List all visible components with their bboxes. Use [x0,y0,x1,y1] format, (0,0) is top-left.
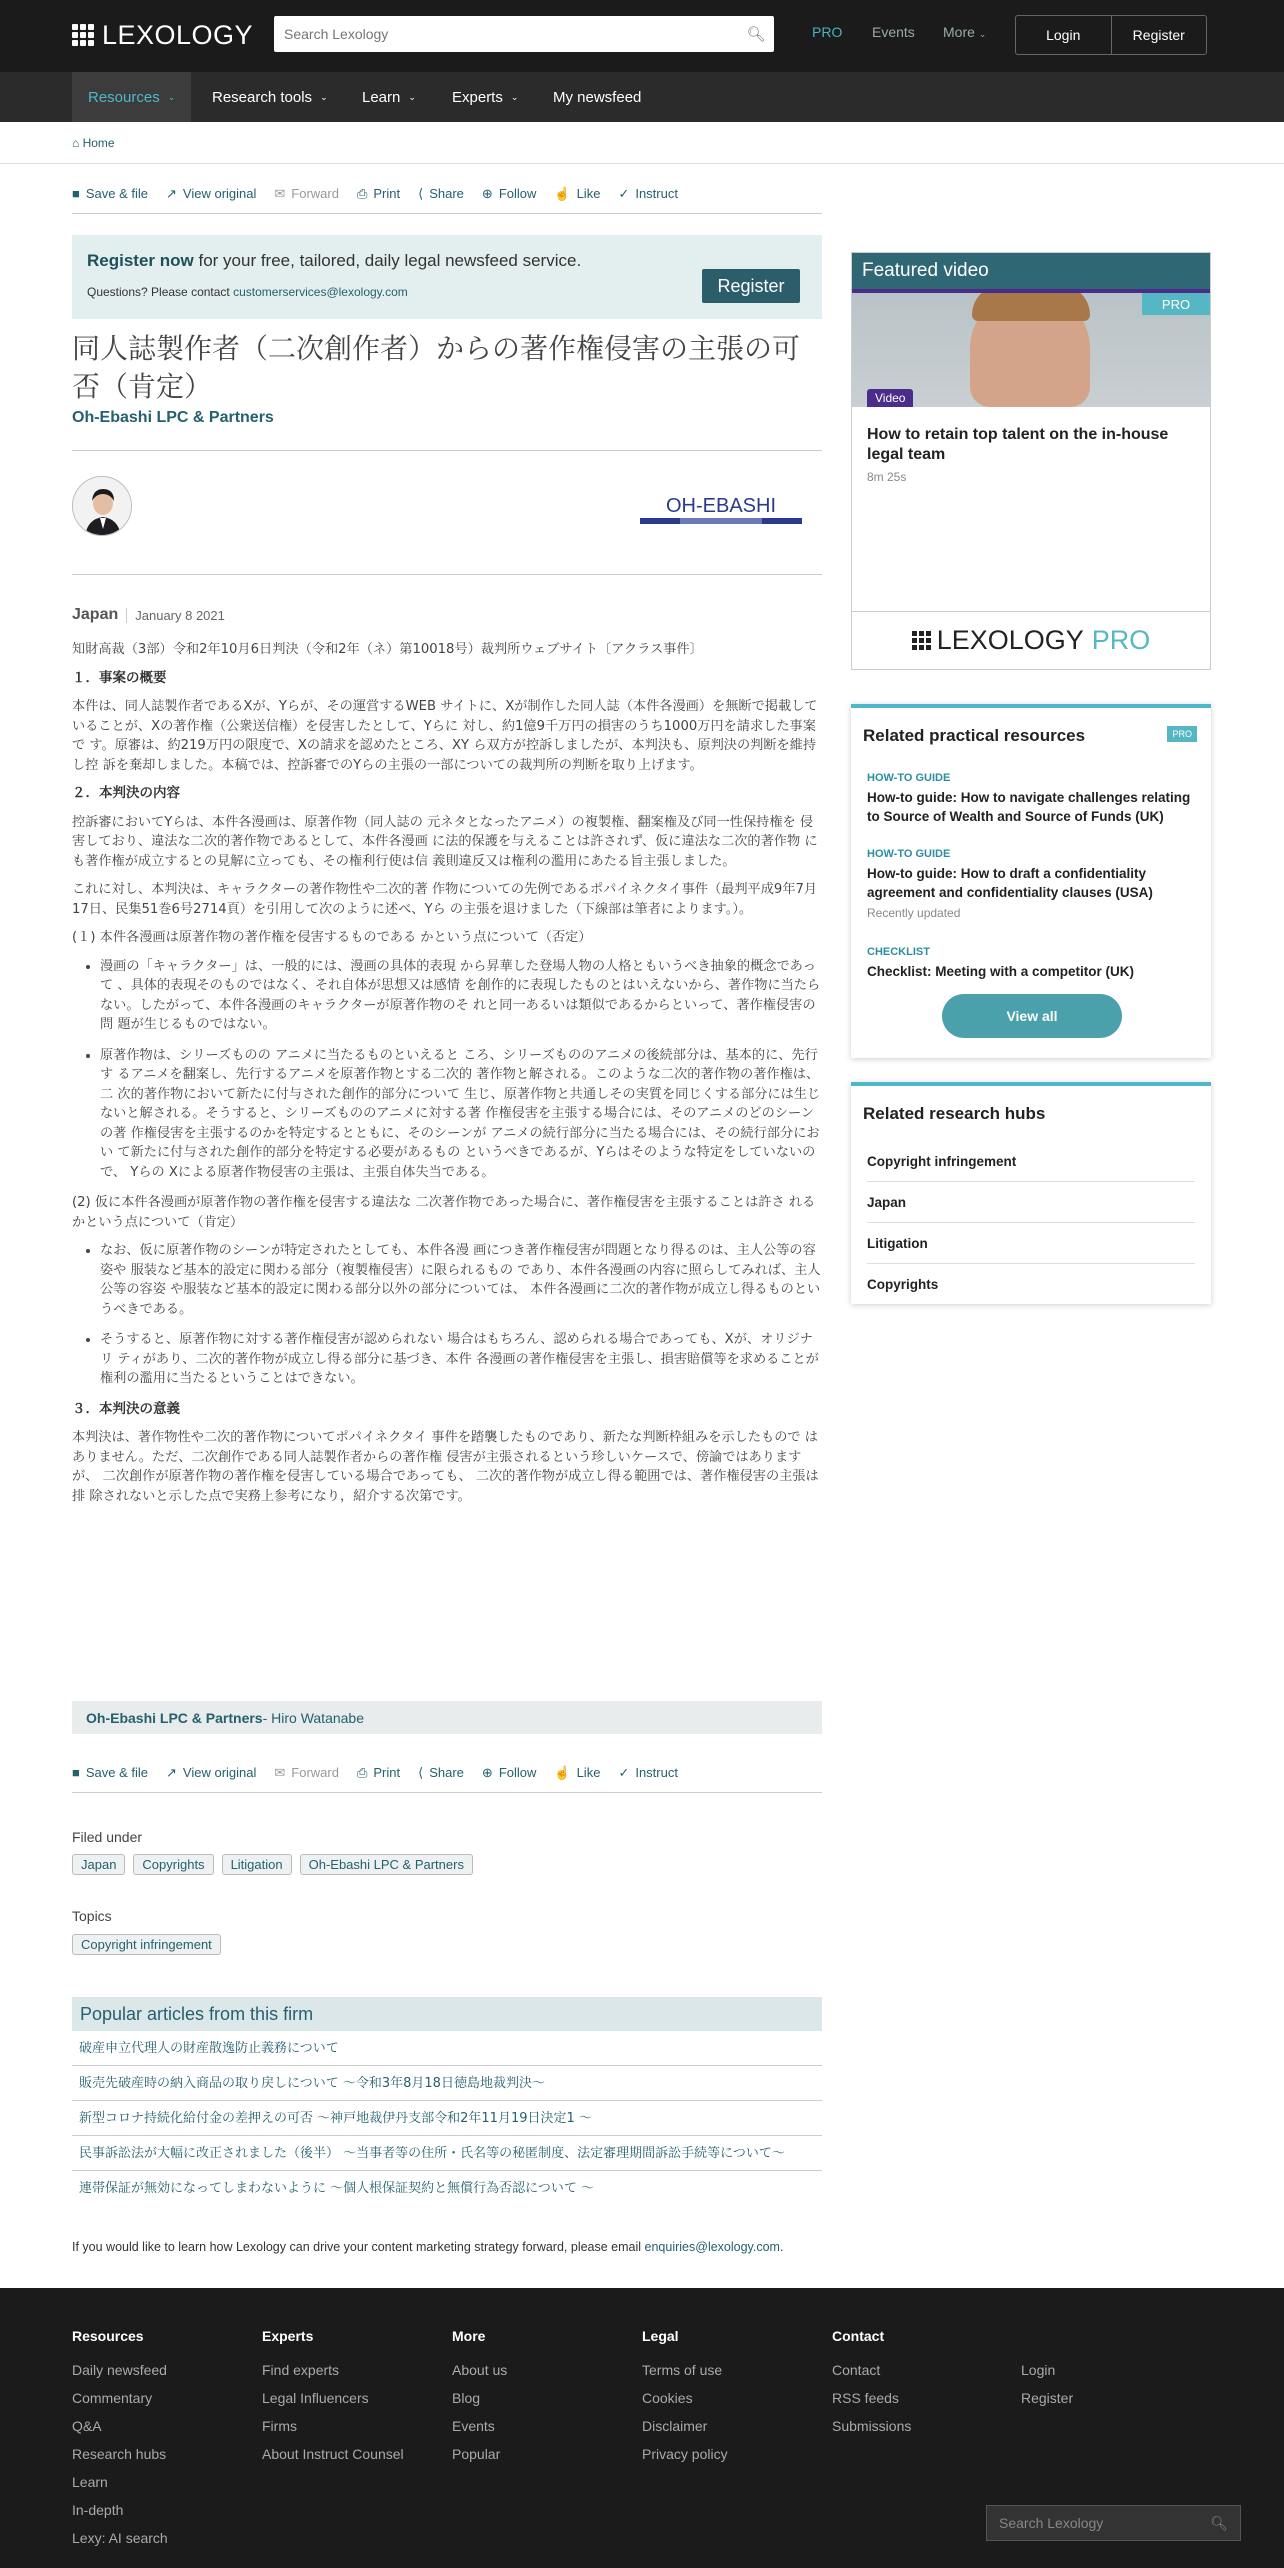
search-icon[interactable]: 🔍︎ [1210,2514,1228,2531]
forward-label: Forward [291,1765,339,1780]
follow-button[interactable] [482,186,536,202]
video-title[interactable]: How to retain top talent on the in-house legal team [867,426,1169,463]
nav-experts[interactable] [436,72,534,122]
footer-search-placeholder: Search Lexology [999,2515,1104,2531]
footer-link[interactable]: Research hubs [72,2446,167,2462]
nav-learn[interactable] [346,72,432,122]
resource-title[interactable]: How-to guide: How to draft a confidentiality agreement and confidentiality clauses (USA) [867,866,1153,900]
footer-link[interactable]: RSS feeds [832,2390,899,2406]
footer-experts [262,2328,404,2474]
article-toolbar-top [72,174,822,214]
footer-link[interactable]: Terms of use [642,2362,723,2378]
print-icon: ⎙ [356,1764,368,1780]
paragraph: 本件は、同人誌製作者であるXが、Yらが、その運営するWEB サイトに、Xが制作した同人誌（本件各漫画）を無断で掲載していることが、Xの著作権（公衆送信権）を侵害したとして、Yらに 対し、約1億9千万円の損害のうち1000万円を請求した事案で す。原審は、約219万円の限度で、Xの請求を認めたところ、XY ら双方が控訴しましたが、本判決も、原判決の判断を維持し控 訴を棄却しました。本稿では、控訴審でのYらの主張の一部についての裁判所の判断を取り上げます。 [72,699,818,773]
breadcrumb[interactable] [72,136,115,150]
popular-article-link[interactable]: 販売先破産時の納入商品の取り戻しについて ～令和3年8月18日徳島地裁判決～ [72,2066,822,2101]
nav-label: Learn [362,88,401,106]
article-body [72,640,822,1515]
plus-circle-icon: ⊕ [481,1764,493,1780]
video-duration: 8m 25s [867,470,907,484]
customer-email-link[interactable]: customerservices@lexology.com [233,285,408,299]
footer-resources [72,2328,168,2558]
forward-label: Forward [291,186,339,201]
firm-logo-text: OH-EBASHI [665,495,777,517]
pro-link[interactable]: PRO [812,24,843,40]
like-label: Like [576,186,601,201]
author-avatar[interactable] [72,476,132,536]
print-label: Print [373,1765,401,1780]
nav-label: Research tools [212,88,313,106]
more-menu[interactable] [943,24,986,40]
share-button[interactable] [418,186,464,202]
paragraph: 控訴審においてYらは、本件各漫画は、原著作物（同人誌の 元ネタとなったアニメ）の複製権、翻案権及び同一性保持権を 侵害しており、違法な二次的著作物であるとして、本件各漫画 に法的保護を与えることは許されず、仮に違法な二次的著作物 にも著作権が成立するとの見解に立っても、その権利行使は信 義則違反又は権利の濫用にあたる旨主張しました。 [72,814,818,869]
search-box [274,16,774,52]
footer-link[interactable]: Events [452,2418,495,2434]
research-hub-link[interactable]: Japan [867,1182,1195,1223]
article-date: January 8 2021 [126,608,225,623]
search-icon[interactable]: 🔍︎ [746,25,766,43]
filed-under-heading: Filed under [72,1829,143,1845]
pro-badge: PRO [1142,293,1210,315]
filed-under-tags [72,1854,481,1875]
check-icon: ✓ [618,1764,630,1780]
tag-litigation[interactable]: Litigation [222,1854,292,1875]
nav-research-tools[interactable] [196,72,344,122]
footer-link[interactable]: Submissions [832,2418,912,2434]
research-hub-link[interactable]: Litigation [867,1223,1195,1264]
list-item: • 原著作物は、シリーズものの アニメに当たるものといえると ころ、シリーズもののアニメの後続部分は、基本的に、先行す るアニメを翻案し、先行するアニメを原著作物とする二次的 著作物と解される。このような二次的著作物の著作権は、二 次的著作物において新たに付与された創作的部分について 生じ、原著作物と共通しその実質を同じくする部分には生じ ないと解される。そうすると、シリーズもののアニメに対する著 作権侵害を主張する場合には、そのアニメのどのシーンの著 作権侵害を主張するのかを特定するとともに、そのシーンが アニメの続行部分に当たる場合には、その続行部分におい て新たに付与された創作的部分を特定する必要があるもの というべきであるが、Yらはそのような特定をしていないので、 Yらの Xによる原著作物侵害の主張は、主張自体失当である。 [100,1046,822,1183]
featured-video-heading: Featured video [852,253,1210,293]
video-badge: Video [867,389,913,407]
register-banner-question [87,285,408,299]
register-button[interactable]: Register [1132,27,1185,43]
resource-type: CHECKLIST [867,946,930,958]
footer-link[interactable]: Blog [452,2390,481,2406]
thumbs-up-icon: ☝ [554,1764,571,1780]
instruct-label: Instruct [635,186,678,201]
popular-article-link[interactable]: 連帯保証が無効になってしまわないように ～個人根保証契約と無償行為否認について ～ [79,2181,595,2196]
research-hub-link[interactable]: Copyrights [867,1277,939,1292]
register-banner [72,235,822,319]
list-item: • そうすると、原著作物に対する著作権侵害が認められない 場合はもちろん、認められる場合であっても、Xが、オリジナリ ティがあり、二次的著作物が成立し得る部分に基づき、本件 各漫画の著作権侵害を主張し、損害賠償等を求めることが 権利の濫用に当たるということはできない。 [100,1330,822,1389]
footer-contact [832,2328,911,2446]
divider [72,450,822,451]
save-file-button[interactable] [72,1765,148,1780]
nav-label: My newsfeed [553,88,642,106]
presenter-hair [972,293,1090,321]
share-label: Share [429,186,464,201]
resource-type: HOW-TO GUIDE [867,848,951,860]
pro-badge: PRO [1167,726,1197,742]
logo-text: LEXOLOGY [102,19,254,50]
practical-resource-item[interactable] [867,772,1197,826]
like-label: Like [576,1765,601,1780]
footer-heading: Resources [72,2328,144,2344]
events-link[interactable]: Events [872,24,915,40]
marketing-text: If you would like to learn how Lexology can drive your content marketing strategy forward, please email [72,2240,645,2254]
footer-link[interactable]: Firms [262,2418,297,2434]
print-label: Print [373,186,401,201]
plus-circle-icon: ⊕ [481,185,493,201]
popular-article-link[interactable]: 破産申立代理人の財産散逸防止義務について [72,2031,822,2066]
logo-dots-icon [912,631,931,650]
save-icon: ■ [72,1765,80,1780]
chevron-down-icon: ⌄ [320,91,328,102]
view-all-button[interactable]: View all [942,994,1122,1038]
external-link-icon: ↗ [166,1764,177,1780]
envelope-icon: ✉ [274,1764,286,1780]
register-banner-button[interactable]: Register [702,269,800,303]
thumbs-up-icon: ☝ [554,185,571,201]
logo-pro-text: PRO [1091,625,1151,655]
bullet-list [100,957,822,1183]
chevron-down-icon: ⌄ [167,91,176,102]
related-hubs-heading: Related research hubs [863,1104,1046,1123]
main-nav [0,72,1284,122]
marketing-end: . [779,2240,784,2254]
footer-link[interactable]: Popular [452,2446,501,2462]
paragraph: (2) 仮に本件各漫画が原著作物の著作権を侵害する違法な 二次著作物であった場合に、著作権侵害を主張することは許さ れるかという点について（肯定） [72,1195,816,1230]
practical-resource-item[interactable] [867,848,1197,920]
footer-heading: More [452,2328,486,2344]
footer-more [452,2328,507,2474]
footer-link[interactable]: Daily newsfeed [72,2362,167,2378]
nav-resources[interactable] [72,72,191,122]
enquiries-email-link[interactable]: enquiries@lexology.com [644,2240,780,2254]
footer-link[interactable]: About Instruct Counsel [262,2446,404,2462]
article-meta [72,606,225,624]
footer-link[interactable]: In-depth [72,2502,124,2518]
nav-my-newsfeed[interactable] [537,72,657,122]
footer-search[interactable] [986,2505,1241,2541]
print-button[interactable] [357,186,400,202]
nav-label: Experts [452,88,503,106]
envelope-icon: ✉ [274,185,286,201]
footer-link[interactable]: Learn [72,2474,108,2490]
view-original-button[interactable] [166,186,256,202]
tag-copyrights[interactable]: Copyrights [133,1854,213,1875]
paragraph: (１) 本件各漫画は原著作物の著作権を侵害するものである かという点について（否定） [72,930,592,945]
popular-article-link[interactable]: 新型コロナ持続化給付金の差押えの可否 ～神戸地裁伊丹支部令和2年11月19日決定1 ～ [72,2101,822,2136]
breadcrumb-bar [0,122,1284,164]
author-firm-link[interactable]: Oh-Ebashi LPC & Partners [86,1709,263,1726]
footer-link[interactable]: About us [452,2362,508,2378]
lexology-logo[interactable] [72,18,253,52]
section-heading: １．事案の概要 [72,669,167,686]
like-button[interactable] [554,1765,600,1781]
view-original-label: View original [182,1765,257,1780]
footer-link[interactable]: Disclaimer [642,2418,708,2434]
external-link-icon: ↗ [166,185,177,201]
paragraph: これに対し、本判決は、キャラクターの著作物性や二次的著 作物についての先例であるポパイネクタイ事件（最判平成9年7月17日、民集51巻6号2714頁）を引用して次のように述べ、Yら の主張を退けました（下線部は筆者によります。）。 [72,882,818,917]
list-item: • なお、仮に原著作物のシーンが特定されたとしても、本件各漫 画につき著作権侵害が問題となり得るのは、主人公等の容姿や 服装など基本的設定に関わる部分（複製権侵害）に限られるもの であり、本件各漫画の内容に照らしてみれば、主人公等の容姿 や服装など基本的設定に関わる部分以外の部分については、 本件各漫画に二次的著作物が成立し得るものというべきである。 [100,1241,822,1319]
instruct-button[interactable] [618,186,678,202]
more-label: More [943,24,975,40]
home-icon: ⌂ [72,136,80,150]
topics-heading: Topics [72,1908,112,1924]
share-icon: ⟨ [418,1764,424,1780]
follow-button[interactable] [482,1765,536,1781]
logo-text: LEXOLOGY [936,625,1084,655]
view-original-button[interactable] [166,1765,256,1781]
chevron-down-icon: ⌄ [978,29,987,39]
footer-link[interactable]: Legal Influencers [262,2390,369,2406]
footer-heading: Experts [262,2328,314,2344]
breadcrumb-home: Home [82,136,115,150]
footer-register-link[interactable]: Register [1021,2390,1074,2406]
resource-title[interactable]: How-to guide: How to navigate challenges relating to Source of Wealth and Source of Funds (UK) [867,790,1191,824]
article-toolbar-bottom [72,1753,822,1793]
footer-heading: Legal [642,2328,679,2344]
follow-label: Follow [498,186,537,201]
popular-article-link[interactable]: 民事訴訟法が大幅に改正されました（後半） ～当事者等の住所・氏名等の秘匿制度、法定審理期間訴訟手続等について～ [72,2136,822,2171]
featured-video-card[interactable] [851,252,1211,670]
login-button[interactable]: Login [1016,16,1112,54]
practical-resource-item[interactable] [867,946,1197,981]
tag-copyright-infringement[interactable]: Copyright infringement [72,1934,221,1955]
save-icon: ■ [72,186,80,201]
footer-link[interactable]: Cookies [642,2390,693,2406]
author-name-link[interactable]: - Hiro Watanabe [262,1709,365,1726]
topics-tags [72,1934,229,1955]
divider [72,574,822,575]
resource-type: HOW-TO GUIDE [867,772,951,784]
video-thumbnail[interactable] [852,293,1210,407]
register-banner-text [87,251,581,271]
footer-heading: Contact [832,2328,885,2344]
paragraph: 本判決は、著作物性や二次的著作物についてポパイネクタイ 事件を踏襲したものであり、新たな判断枠組みを示したもので はありません。ただ、二次創作である同人誌製作者からの著作権 侵害が主張されるという珍しいケースで、傍論ではありますが、 二次創作が原著作物の著作権を侵害している場合であっても、 二次的著作物が成立し得る範囲では、著作権侵害の主張は排 除されないと示した点で実務上参考になり，紹介する次第です。 [72,1430,819,1504]
tag-firm[interactable]: Oh-Ebashi LPC & Partners [300,1854,473,1875]
related-practical-resources [851,704,1211,1058]
register-banner-rest: for your free, tailored, daily legal newsfeed service. [193,251,582,270]
footer-link[interactable]: Commentary [72,2390,153,2406]
footer-link[interactable]: Privacy policy [642,2446,728,2462]
footer-account [1021,2362,1073,2418]
bullet-list [100,1241,822,1389]
resource-title[interactable]: Checklist: Meeting with a competitor (UK) [867,964,1135,979]
marketing-contact-line [72,2240,783,2254]
auth-buttons [1015,15,1207,55]
article-title: 同人誌製作者（二次創作者）からの著作権侵害の主張の可否（肯定） [72,332,801,403]
footer-legal [642,2328,728,2474]
like-button[interactable] [554,186,600,202]
search-input[interactable] [274,17,738,51]
section-heading: ３．本判決の意義 [72,1400,180,1417]
research-hub-link[interactable]: Copyright infringement [867,1141,1195,1182]
popular-heading: Popular articles from this firm [72,1997,822,2031]
article-firm-link[interactable]: Oh-Ebashi LPC & Partners [72,409,274,426]
save-label: Save & file [85,186,149,201]
forward-button[interactable] [274,186,339,202]
share-button[interactable] [418,1765,464,1781]
footer-link[interactable]: Lexy: AI search [72,2530,168,2546]
section-heading: ２．本判決の内容 [72,785,180,801]
instruct-button[interactable] [618,1765,678,1781]
print-button[interactable] [357,1765,400,1781]
tag-japan[interactable]: Japan [72,1854,125,1875]
firm-logo [630,494,812,528]
nav-label: Resources [88,88,160,106]
register-now-link[interactable]: Register now [87,251,194,270]
share-icon: ⟨ [418,185,424,201]
footer-link[interactable]: Find experts [262,2362,340,2378]
author-bar [72,1701,822,1734]
view-original-label: View original [182,186,257,201]
instruct-label: Instruct [635,1765,678,1780]
citation: 知財高裁（3部）令和2年10月6日判決（令和2年（ネ）第10018号）裁判所ウェブサイト〔アクラス事件〕 [72,642,703,657]
related-research-hubs [851,1082,1211,1304]
resource-status: Recently updated [867,906,961,920]
check-icon: ✓ [618,185,630,201]
lexology-pro-logo[interactable] [852,611,1210,669]
forward-button[interactable] [274,1765,339,1781]
popular-articles [72,1997,822,2205]
chevron-down-icon: ⌄ [510,91,519,102]
footer-link[interactable]: Q&A [72,2418,102,2434]
share-label: Share [429,1765,464,1780]
top-bar [0,0,1284,72]
list-item: • 漫画の「キャラクター」は、一般的には、漫画の具体的表現 から昇華した登場人物の人格ともいうべき抽象的概念であって 、具体的表現そのものではなく、それ自体が思想又は感情 を創作的に表現したものとはいえないから、著作物に当たら ない。したがって、本件各漫画のキャラクターが原著作物のそ れと同一あるいは類似であるからといって、著作権侵害の問 題が生じるものではない。 [100,957,822,1035]
question-text: Questions? Please contact [87,285,234,299]
print-icon: ⎙ [356,185,368,201]
save-file-button[interactable] [72,186,148,201]
logo-dots-icon [72,24,94,46]
related-practical-heading: Related practical resources [863,726,1086,745]
footer-login-link[interactable]: Login [1021,2362,1056,2378]
save-label: Save & file [85,1765,149,1780]
footer-link[interactable]: Contact [832,2362,881,2378]
chevron-down-icon: ⌄ [408,91,416,102]
jurisdiction[interactable]: Japan [72,606,119,623]
follow-label: Follow [498,1765,537,1780]
